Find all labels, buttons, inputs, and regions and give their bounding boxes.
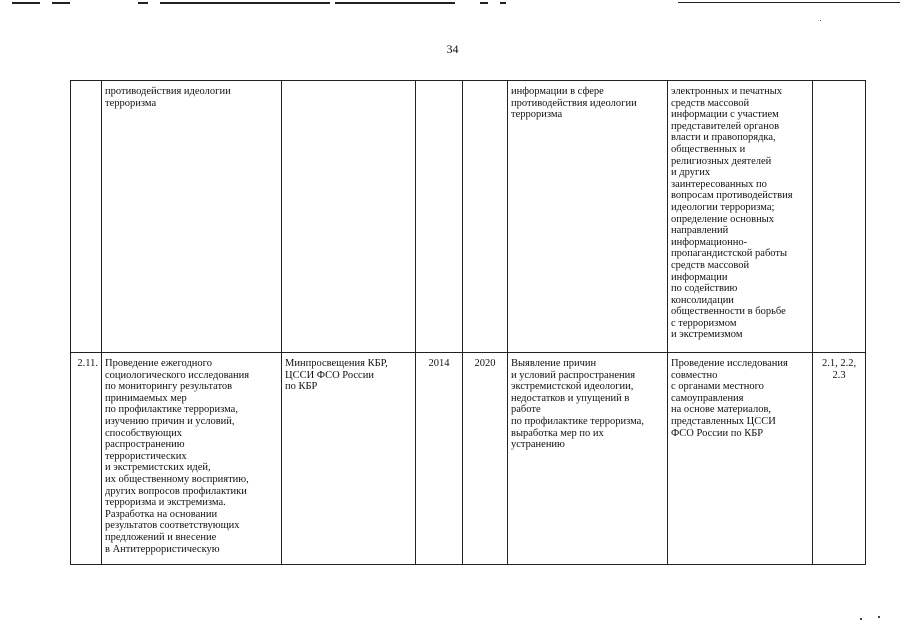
- year-end: 2020: [474, 358, 496, 369]
- method-line: общественности в борьбе: [671, 306, 786, 318]
- method-line: религиозных деятелей: [671, 155, 772, 167]
- method-line: совместно: [671, 369, 718, 381]
- method-line: с терроризмом: [671, 317, 737, 329]
- scan-artifact-line: [678, 2, 900, 3]
- scan-artifact-line: [12, 2, 40, 4]
- scan-artifact-speck: [820, 20, 821, 21]
- activity-line: террористических: [105, 450, 187, 462]
- activity-line: противодействия идеологии: [105, 86, 231, 97]
- activity-line: терроризма и экстремизма.: [105, 497, 226, 509]
- scan-artifact-line: [335, 2, 455, 4]
- links-line: 2.1, 2.2,: [821, 358, 857, 369]
- method-line: средств массовой: [671, 97, 750, 109]
- activity-line: и экстремистских идей,: [105, 462, 211, 474]
- method-line: определение основных: [671, 213, 774, 225]
- method-line: идеологии терроризма;: [671, 201, 775, 213]
- result-line: по профилактике терроризма,: [511, 415, 644, 427]
- activity-line: способствующих: [105, 427, 182, 439]
- method-cell: [668, 353, 813, 565]
- scan-artifact-line: [52, 2, 70, 4]
- activity-line: Проведение ежегодного: [105, 358, 212, 369]
- method-line: пропагандистской работы: [671, 248, 788, 260]
- method-line: представленных ЦССИ: [671, 415, 776, 427]
- method-line: информации с участием: [671, 109, 779, 121]
- activity-line: их общественному восприятию,: [105, 473, 249, 485]
- activity-line: по профилактике терроризма,: [105, 404, 238, 416]
- year-end-cell: [463, 81, 508, 353]
- activity-line: распространению: [105, 439, 185, 451]
- executor-line: ЦССИ ФСО России: [285, 369, 374, 381]
- scan-artifact-speck: [878, 616, 880, 618]
- activity-line: результатов соответствующих: [105, 520, 240, 532]
- activity-line: изучению причин и условий,: [105, 415, 235, 427]
- method-line: вопросам противодействия: [671, 190, 793, 202]
- row-number: 2.11.: [77, 358, 98, 369]
- activity-line: по мониторингу результатов: [105, 381, 233, 393]
- method-line: общественных и: [671, 143, 746, 155]
- method-line: самоуправления: [671, 392, 744, 404]
- result-line: работе: [511, 404, 541, 416]
- scan-artifact-line: [138, 2, 148, 4]
- result-line: устранению: [511, 439, 565, 451]
- year-start: 2014: [428, 358, 450, 369]
- method-line: электронных и печатных: [671, 86, 783, 97]
- method-line: власти и правопорядка,: [671, 132, 776, 144]
- result-line: Выявление причин: [511, 358, 597, 369]
- table-row: [71, 353, 866, 565]
- result-line: экстремистской идеологии,: [511, 381, 634, 393]
- result-line: и условий распространения: [511, 369, 636, 381]
- method-line: направлений: [671, 225, 729, 237]
- links-cell: [813, 353, 866, 565]
- method-line: и экстремизмом: [671, 329, 743, 341]
- scan-artifact-speck: [860, 618, 862, 620]
- method-line: представителей органов: [671, 120, 780, 132]
- method-cell: [668, 81, 813, 353]
- method-line: и других: [671, 167, 711, 179]
- year-end-cell: [463, 353, 508, 565]
- activity-line: терроризма: [105, 97, 157, 109]
- activity-line: других вопросов профилактики: [105, 485, 247, 497]
- method-line: Проведение исследования: [671, 358, 788, 369]
- links-cell: [813, 81, 866, 353]
- result-cell: [508, 353, 668, 565]
- executors-cell: [282, 81, 416, 353]
- method-line: по содействию: [671, 283, 738, 295]
- row-number-cell: [71, 353, 102, 565]
- table-row: [71, 81, 866, 353]
- method-line: на основе материалов,: [671, 404, 772, 416]
- result-cell: [508, 81, 668, 353]
- row-number-cell: [71, 81, 102, 353]
- method-line: средств массовой: [671, 259, 750, 271]
- method-line: информационно-: [671, 236, 748, 248]
- activity-line: предложений и внесение: [105, 531, 217, 543]
- activity-line: Разработка на основании: [105, 508, 218, 520]
- activity-cell: [102, 81, 282, 353]
- result-line: терроризма: [511, 109, 563, 121]
- activity-line: социологического исследования: [105, 369, 250, 381]
- executors-cell: [282, 353, 416, 565]
- method-line: с органами местного: [671, 381, 764, 393]
- links-line: 2.3: [832, 369, 846, 381]
- executor-line: по КБР: [285, 381, 318, 393]
- scan-artifact-line: [500, 2, 506, 4]
- method-line: заинтересованных по: [671, 178, 767, 190]
- year-start-cell: [416, 81, 463, 353]
- activity-line: принимаемых мер: [105, 392, 187, 404]
- method-line: ФСО России по КБР: [671, 427, 764, 439]
- method-line: информации: [671, 271, 728, 283]
- result-line: недостатков и упущений в: [511, 392, 630, 404]
- activity-cell: [102, 353, 282, 565]
- scan-artifact-line: [480, 2, 488, 4]
- page-number: 34: [446, 42, 459, 56]
- result-line: информации в сфере: [511, 86, 604, 97]
- result-line: противодействия идеологии: [511, 97, 637, 109]
- result-line: выработка мер по их: [511, 427, 604, 439]
- year-start-cell: [416, 353, 463, 565]
- activity-line: в Антитеррористическую: [105, 543, 220, 555]
- executor-line: Минпросвещения КБР,: [285, 358, 388, 369]
- method-line: консолидации: [671, 294, 734, 306]
- plan-table: [70, 80, 866, 565]
- scan-artifact-line: [160, 2, 330, 4]
